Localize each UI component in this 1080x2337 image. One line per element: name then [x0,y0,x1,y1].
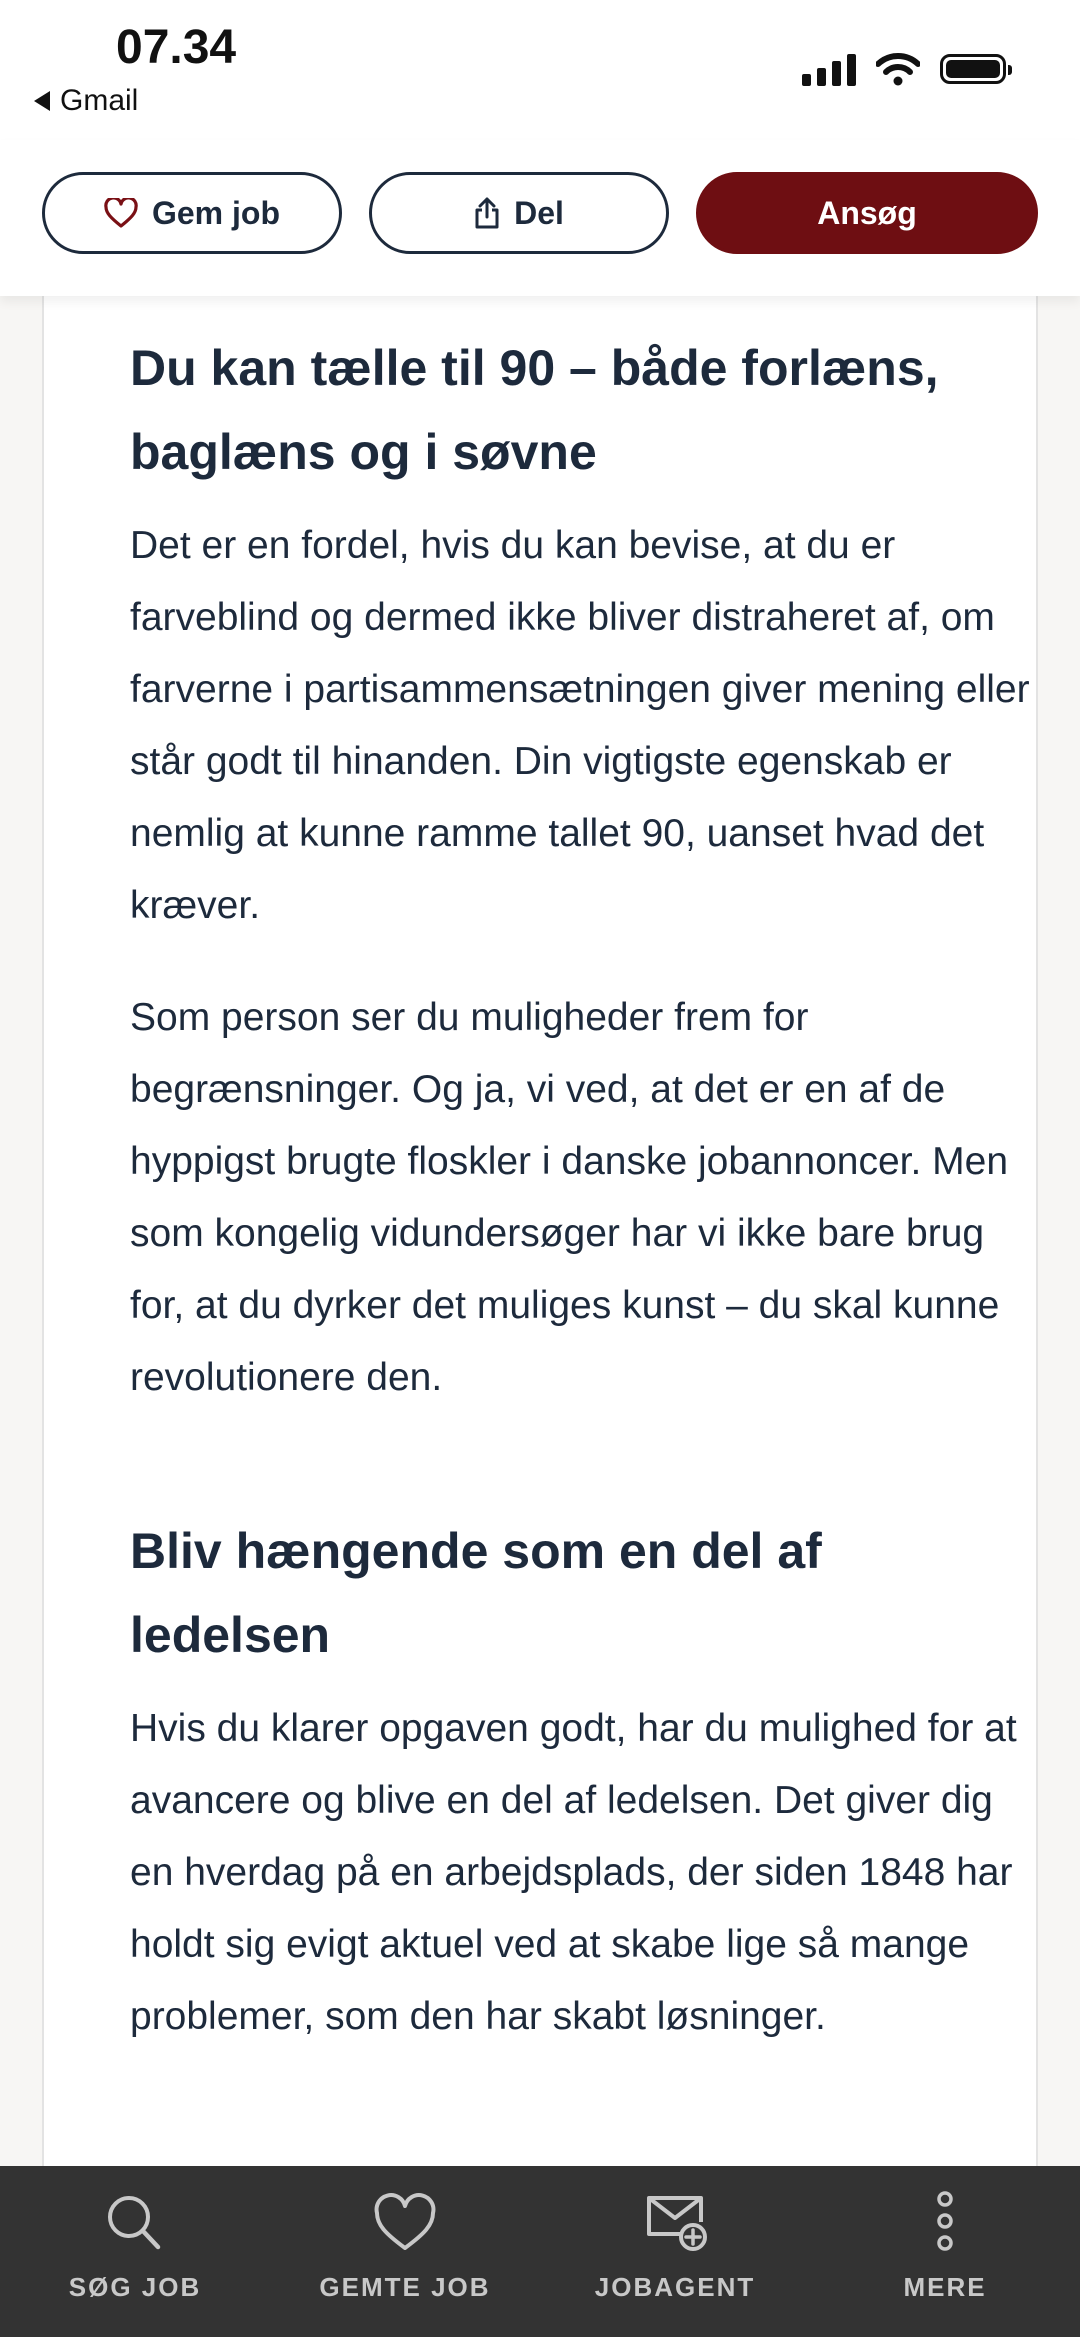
section-heading-line: ledelsen [130,1607,331,1663]
system-icons [802,52,1006,86]
section-count-to-90 [130,326,1040,1414]
nav-label: JOBAGENT [594,2272,756,2302]
status-bar [0,0,1080,140]
back-app-label: Gmail [60,84,139,117]
nav-label: MERE [903,2272,987,2302]
save-job-label: Gem job [151,194,280,231]
share-label: Del [514,194,564,231]
cellular-signal-icon [802,52,856,86]
section-heading-line: Du kan tælle til 90 – både forlæns, [130,340,939,396]
job-action-bar [0,140,1080,296]
apply-label: Ansøg [817,194,917,231]
back-to-app-link[interactable] [34,84,138,118]
battery-icon [940,54,1006,84]
paragraph: Som person ser du muligheder frem for begrænsninger. Og ja, vi ved, at det er en af de hyppigst brugte floskler i danske jobannoncer. Men som kongelig vidundersøger har vi ikke bare brug for, at du dyrker det muliges kunst – du skal kunne revolutionere den. [130,996,1009,1399]
heart-outline-icon [104,198,138,228]
heart-icon [370,2190,440,2256]
section-heading-line: baglæns og i søvne [130,424,597,480]
paragraph: Det er en fordel, hvis du kan bevise, at du er farveblind og dermed ikke bliver distraheret af, om farverne i partisammensætningen giver mening eller står godt til hinanden. Din vigtigste egenskab er nemlig at kunne ramme tallet 90, uanset hvad det kræver. [130,524,1030,927]
nav-job-agent[interactable] [540,2166,810,2337]
back-triangle-icon [34,91,50,111]
mail-add-icon [640,2190,710,2256]
apply-button[interactable] [696,172,1038,254]
job-description-card [42,296,1038,2166]
wifi-icon [876,52,920,86]
section-heading [130,326,1040,494]
share-icon [474,197,500,229]
save-job-button[interactable] [42,172,342,254]
section-heading-line: Bliv hængende som en del af [130,1523,822,1579]
more-vertical-icon [910,2190,980,2256]
nav-label: GEMTE JOB [319,2272,491,2302]
share-button[interactable] [369,172,669,254]
nav-search-job[interactable] [0,2166,270,2337]
search-icon [100,2190,170,2256]
clock: 07.34 [116,21,237,74]
paragraph: Hvis du klarer opgaven godt, har du mulighed for at avancere og blive en del af ledelsen. Det giver dig en hverdag på en arbejdsplads, der siden 1848 har holdt sig evigt aktuel ved at skabe lige så mange problemer, som den har skabt løsninger. [130,1707,1017,2038]
section-heading [130,1509,1040,1677]
nav-label: SØG JOB [68,2272,202,2302]
bottom-navigation [0,2166,1080,2337]
nav-more[interactable] [810,2166,1080,2337]
nav-saved-jobs[interactable] [270,2166,540,2337]
section-leadership [130,1509,1040,2053]
